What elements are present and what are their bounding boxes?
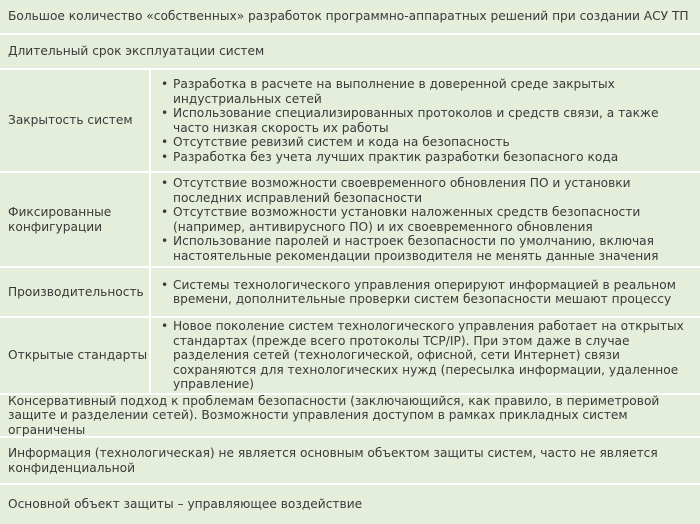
bullet-list (161, 278, 694, 307)
row-content (151, 268, 700, 316)
bullet-list (161, 77, 694, 164)
row-text: Большое количество «собственных» разработок программно-аппаратных решений при создании АСУ ТП (8, 9, 689, 24)
table-row (0, 438, 700, 483)
table-row (0, 35, 700, 68)
row-text: Основной объект защиты – управляющее воздействие (8, 497, 363, 512)
row-text: Длительный срок эксплуатации систем (8, 44, 265, 59)
bullet-list (161, 319, 694, 392)
list-item: • Отсутствие ревизий систем и кода на безопасность (161, 135, 694, 150)
table-row (0, 0, 700, 33)
row-label: Производительность (8, 284, 144, 299)
row-content (151, 318, 700, 393)
list-item: • Разработка в расчете на выполнение в доверенной среде закрытых индустриальных сетей (161, 77, 694, 106)
row-text: Информация (технологическая) не является основным объектом защиты систем, часто не является конфиденциальной (8, 446, 658, 475)
row-label: Закрытость систем (8, 113, 133, 128)
table-row (0, 485, 700, 524)
list-item: • Разработка без учета лучших практик разработки безопасного кода (161, 150, 694, 165)
list-item: • Отсутствие возможности своевременного обновления ПО и установки последних исправлений безопасности (161, 176, 694, 205)
row-label: Фиксированные конфигурации (8, 205, 112, 234)
table-row (0, 173, 700, 266)
list-item: • Новое поколение систем технологического управления работает на открытых стандартах (прежде всего протоколы TCP/IP). При этом даже в случае разделения сетей (технологической, офисной, сети Интернет) связи сохраняются для технологических нужд (пересылка информации, удаленное управление) (161, 319, 694, 392)
list-item: • Использование паролей и настроек безопасности по умолчанию, включая настоятельные рекомендации производителя не менять данные значения (161, 234, 694, 263)
row-content (151, 173, 700, 266)
table-row (0, 318, 700, 393)
row-label: Открытые стандарты (8, 348, 148, 363)
list-item: • Использование специализированных протоколов и средств связи, а также часто низкая скорость их работы (161, 106, 694, 135)
bullet-list (161, 176, 694, 263)
list-item: • Отсутствие возможности установки наложенных средств безопасности (например, антивирусного ПО) и их своевременного обновления (161, 205, 694, 234)
table-row (0, 395, 700, 436)
list-item: • Системы технологического управления оперируют информацией в реальном времени, дополнительные проверки систем безопасности мешают процессу (161, 278, 694, 307)
table-row (0, 268, 700, 316)
row-text: Консервативный подход к проблемам безопасности (заключающийся, как правило, в периметровой защите и разделении сетей). Возможности управления доступом в рамках прикладных систем ограничены (8, 393, 660, 437)
table-row (0, 70, 700, 171)
row-content (151, 70, 700, 171)
